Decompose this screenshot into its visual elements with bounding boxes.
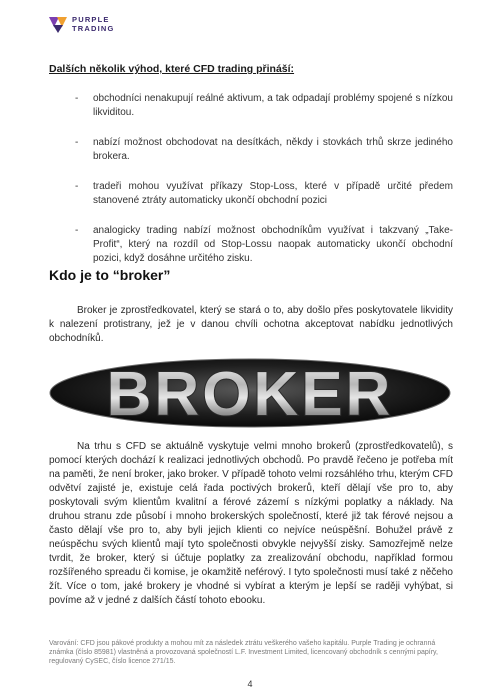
benefit-text: analogicky trading nabízí možnost obchodníkům využívat i takzvaný „Take-Profit“, který na rozdíl od Stop-Lossu naopak automaticky ukončí obchodní pozici, když dosáhne určitého zisku. [93,225,453,264]
logo-line1: PURPLE [72,15,110,24]
dash-bullet: - [75,93,79,104]
logo-mark-icon [48,14,68,34]
benefit-text: tradeři mohou využívat příkazy Stop-Loss, které v případě určité předem stanovené ztráty automaticky ukončí obchodní pozici [93,181,453,206]
heading-broker: Kdo je to “broker” [49,267,171,283]
list-item [49,92,453,120]
paragraph-intro: Broker je zprostředkovatel, který se stará o to, aby došlo přes poskytovatele likvidity k nalezení protistrany, jež je v danou chvíli ochotna akceptovat nabídku jednotlivých obchodníků. [49,305,453,344]
page-number: 4 [247,679,253,689]
purple-trading-logo [48,14,115,34]
section-title: Dalších několik výhod, které CFD trading přináší: [49,63,295,75]
benefit-text: obchodníci nenakupují reálné aktivum, a tak odpadají problémy spojené s nízkou likviditou. [93,93,453,118]
disclaimer-footer: Varování: CFD jsou pákové produkty a mohou mít za následek ztrátu veškerého vašeho kapitálu. Purple Trading je ochranná známka (číslo 85981) vlastněná a provozovaná společností L.F. Investment Limited, licencovaný obchodník s cennými papíry, regulovaný CySEC, číslo licence 271/15. [49,640,438,665]
benefits-list [49,92,453,282]
list-item [49,224,453,266]
logo-line2: TRADING [72,24,115,33]
list-item [49,180,453,208]
list-item [49,136,453,164]
broker-image-word: BROKER [106,360,394,429]
logo-wordmark [72,15,115,33]
benefit-text: nabízí možnost obchodovat na desítkách, někdy i stovkách trhů skrze jediného brokera. [93,137,453,162]
dash-bullet: - [75,225,79,236]
dash-bullet: - [75,137,79,148]
dash-bullet: - [75,181,79,192]
broker-banner-image [48,357,453,429]
paragraph-brokers: Na trhu s CFD se aktuálně vyskytuje velmi mnoho brokerů (zprostředkovatelů), s pomocí kterých dochází k realizaci jednotlivých obchodů. Po pravdě řečeno je potřeba mít na paměti, že není broker, jako broker. V případě tohoto velmi rozsáhlého trhu, kterým CFD odvětví zajisté je, existuje celá řada poctivých brokerů, kteří dělají vše pro to, aby poskytovali svým klientům kvalitní a férové zázemí s nízkými poplatky a náklady. Na druhou stranu zde působí i mnoho brokerských společností, které již tak férové nejsou a často dělají vše pro to, aby byli jejich klienti co nejvíce neúspěšní. Bohužel právě z neúspěchu svých klientů mají tyto společnosti obvykle nejvyšší zisky. Samozřejmě nelze tvrdit, že broker, který si účtuje poplatky za zrealizování obchodu, například formou rozšířeného spreadu či komise, je okamžitě neférový. I tyto společnosti musí také z něčeho žít. Více o tom, jaké brokery je vhodné si vybírat a kterým je lepší se raději vyhýbat, si povíme až v jedné z dalších částí tohoto ebooku. [49,441,453,606]
